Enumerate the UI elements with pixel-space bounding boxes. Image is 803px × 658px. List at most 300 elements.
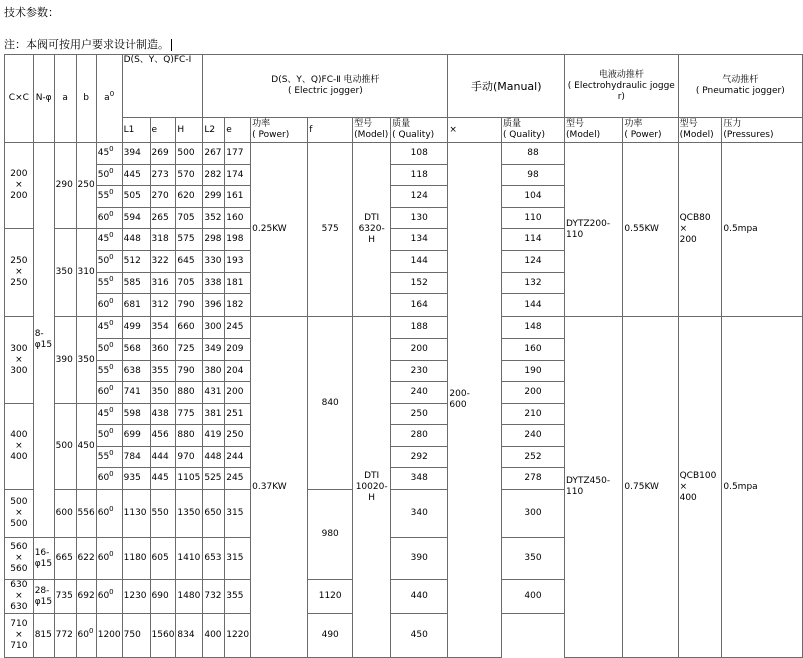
size-cell-text: 200	[10, 169, 28, 179]
b-cell: 692	[76, 580, 96, 614]
manual-quality-cell: 98	[501, 165, 564, 186]
e2-cell: 182	[225, 294, 251, 317]
e-cell: 456	[150, 425, 176, 447]
angle-cell	[96, 361, 122, 382]
H-cell: 570	[176, 165, 203, 186]
angle-cell	[96, 447, 122, 468]
e2-cell: 193	[225, 251, 251, 273]
size-cell-text: 500	[10, 497, 28, 507]
col-e2: e	[225, 118, 251, 143]
col-power-text: ( Power)	[252, 130, 290, 140]
H-cell: 705	[176, 273, 203, 294]
col-quality-text: ( Quality)	[392, 130, 435, 140]
angle-value: 60	[77, 630, 89, 640]
angle-cell	[96, 317, 122, 339]
size-cell-text: ×	[15, 267, 23, 277]
spec-table	[4, 54, 803, 658]
manual-quality-cell: 278	[501, 468, 564, 490]
model-cell-text: DTI	[364, 213, 380, 223]
e2-cell: 315	[225, 490, 251, 538]
manual-quality-cell: 210	[501, 404, 564, 425]
col-pneumatic-text: 气动推杆	[722, 75, 759, 85]
quality-cell: 152	[391, 273, 448, 294]
e2-cell: 355	[225, 580, 251, 614]
size-cell-text: ×	[15, 180, 23, 190]
pn-model-cell	[678, 143, 722, 317]
f-cell: 980	[308, 490, 353, 580]
section-title: 技术参数：	[4, 6, 59, 19]
eh-model-cell	[565, 143, 623, 317]
quality-cell: 200	[391, 339, 448, 361]
H-cell: 575	[176, 229, 203, 251]
e-cell: 312	[150, 294, 176, 317]
power-cell: 0.25KW	[251, 143, 308, 317]
e2-cell: 200	[225, 382, 251, 404]
manual-quality-cell: 200	[501, 382, 564, 404]
e-cell: 444	[150, 447, 176, 468]
quality-cell: 250	[391, 404, 448, 425]
size-cell-text: 400	[10, 430, 28, 440]
L2-cell: 653	[203, 538, 225, 580]
manual-quality-cell: 114	[501, 229, 564, 251]
L2-cell: 330	[203, 251, 225, 273]
e-cell: 269	[150, 143, 176, 165]
angle-cell	[96, 165, 122, 186]
size-cell	[5, 580, 34, 614]
size-cell	[5, 614, 34, 658]
angle-value: 55	[97, 365, 110, 376]
manual-x-cell-text: 200-	[449, 389, 470, 399]
header-row-1	[5, 55, 803, 118]
H-cell: 1480	[176, 580, 203, 614]
L2-cell: 431	[203, 382, 225, 404]
pn-model-cell-text: ×	[679, 224, 688, 234]
angle-cell	[96, 404, 122, 425]
angle-value: 50	[97, 169, 110, 180]
e2-cell: 160	[225, 208, 251, 229]
L1-cell: 681	[122, 294, 150, 317]
eh-model-cell-text: 110	[566, 487, 584, 497]
angle-cell	[96, 538, 122, 580]
e-cell: 350	[150, 382, 176, 404]
power-cell: 0.37KW	[251, 317, 308, 658]
col-manual-quality	[501, 118, 564, 143]
col-eh-power-text: 功率	[624, 119, 643, 129]
manual-quality-cell: 240	[501, 425, 564, 447]
a-cell: 665	[54, 538, 76, 580]
degree-sign: 0	[109, 384, 114, 392]
col-eh-power	[623, 118, 678, 143]
size-cell-text: ×	[15, 553, 23, 563]
n-cell-text: 16-	[34, 547, 50, 558]
n-cell-text: 8-	[34, 329, 44, 339]
L2-cell: 732	[203, 580, 225, 614]
degree-sign: 0	[109, 505, 114, 513]
angle-value: 60	[97, 553, 110, 563]
L1-cell: 394	[122, 143, 150, 165]
col-eh-model-text: (Model)	[566, 130, 601, 140]
n-cell	[33, 580, 54, 614]
e-cell: 355	[150, 361, 176, 382]
col-e1: e	[150, 118, 176, 143]
L1-cell: 594	[122, 208, 150, 229]
angle-cell	[96, 143, 122, 165]
size-cell	[5, 404, 34, 490]
eh-model-cell	[565, 317, 623, 658]
n-cell-text: φ15	[34, 340, 53, 350]
pn-model-cell-text: QCB80	[679, 213, 711, 223]
eh-power-cell: 0.55KW	[623, 143, 678, 317]
degree-sign: 0	[109, 90, 115, 98]
degree-sign: 0	[109, 274, 114, 283]
angle-cell	[96, 208, 122, 229]
col-pn-pressure	[722, 118, 803, 143]
quality-cell: 130	[391, 208, 448, 229]
col-electrohydraulic	[565, 55, 679, 118]
e2-cell: 174	[225, 165, 251, 186]
col-model	[353, 118, 391, 143]
col-quality	[391, 118, 448, 143]
e-cell: 445	[150, 468, 176, 490]
L2-cell: 381	[203, 404, 225, 425]
a-cell: 815	[33, 614, 54, 658]
col-L1: L1	[122, 118, 150, 143]
degree-sign: 0	[109, 319, 114, 327]
pn-model-cell-text: 200	[679, 235, 697, 245]
L1-cell: 1130	[122, 490, 150, 538]
angle-cell	[96, 186, 122, 208]
angle-value: 60	[97, 387, 110, 397]
size-cell-text: ×	[15, 441, 23, 451]
H-cell: 1410	[176, 538, 203, 580]
col-manual-quality-text: ( Quality)	[502, 130, 545, 140]
angle-value: 50	[97, 430, 110, 440]
degree-sign: 0	[109, 405, 114, 414]
quality-cell: 240	[391, 382, 448, 404]
angle-cell	[96, 339, 122, 361]
degree-sign: 0	[109, 188, 114, 196]
text-cursor	[171, 39, 172, 51]
degree-sign: 0	[109, 209, 114, 218]
L1-cell: 935	[122, 468, 150, 490]
col-electrohydraulic-text: 电液动推杆	[598, 69, 644, 80]
size-cell	[5, 538, 34, 580]
H-cell: 880	[176, 382, 203, 404]
col-eh-model-text: 型号	[566, 119, 585, 129]
b-cell: 556	[76, 490, 96, 538]
e2-cell: 250	[225, 425, 251, 447]
col-fc2	[203, 55, 448, 118]
angle-cell	[76, 614, 96, 658]
col-eh-power-text: ( Power)	[624, 130, 662, 140]
L2-cell: 338	[203, 273, 225, 294]
e2-cell: 204	[225, 361, 251, 382]
pn-pressure-cell: 0.5mpa	[722, 143, 803, 317]
col-manual-quality-text: 质量	[502, 119, 521, 129]
e-cell: 360	[150, 339, 176, 361]
e-cell: 265	[150, 208, 176, 229]
L1-cell: 448	[122, 229, 150, 251]
e2-cell: 244	[225, 447, 251, 468]
L2-cell: 525	[203, 468, 225, 490]
quality-cell: 230	[391, 361, 448, 382]
H-cell: 970	[176, 447, 203, 468]
H-cell: 725	[176, 339, 203, 361]
e2-cell: 245	[225, 468, 251, 490]
f-cell: 1120	[308, 580, 353, 614]
H-cell: 645	[176, 251, 203, 273]
col-H: H	[176, 118, 203, 143]
e-cell: 318	[150, 229, 176, 251]
a-cell: 290	[54, 143, 76, 229]
size-cell-text: 630	[10, 602, 28, 612]
manual-quality-cell: 144	[501, 294, 564, 317]
manual-quality-cell: 450	[391, 614, 448, 658]
H-cell: 1105	[176, 468, 203, 490]
size-cell-text: 300	[10, 343, 28, 354]
H-cell: 880	[176, 425, 203, 447]
size-cell	[5, 143, 34, 229]
angle-cell	[96, 490, 122, 538]
size-cell	[5, 490, 34, 538]
eh-model-cell-text: DYTZ200-	[566, 218, 611, 229]
e2-cell: 181	[225, 273, 251, 294]
H-cell: 790	[176, 361, 203, 382]
f-cell: 840	[308, 317, 353, 490]
manual-quality-cell: 124	[501, 251, 564, 273]
size-cell-text: 250	[10, 278, 28, 288]
L2-cell: 282	[203, 165, 225, 186]
e2-cell: 400	[203, 614, 225, 658]
L1-cell: 505	[122, 186, 150, 208]
degree-sign: 0	[109, 145, 114, 153]
a-cell: 500	[54, 404, 76, 490]
pn-model-cell-text: QCB100	[679, 470, 717, 481]
col-angle	[96, 55, 122, 143]
L2-cell: 349	[203, 339, 225, 361]
angle-value: 55	[97, 451, 110, 462]
angle-value: 55	[97, 277, 110, 288]
angle-value: 50	[97, 344, 110, 354]
col-fc2-text: D(S、Y、Q)FC-Ⅱ 电动推杆	[271, 75, 380, 85]
manual-quality-cell: 148	[501, 317, 564, 339]
degree-sign: 0	[109, 448, 114, 457]
col-pn-model	[678, 118, 722, 143]
b-cell: 350	[76, 317, 96, 404]
L1-cell: 499	[122, 317, 150, 339]
col-model-text: 型号	[354, 119, 373, 129]
angle-cell	[96, 229, 122, 251]
size-cell-text: 500	[10, 519, 28, 529]
degree-sign: 0	[109, 427, 114, 435]
angle-value: 60	[97, 299, 110, 310]
model-cell-text: 6320-	[358, 224, 385, 234]
quality-cell: 292	[391, 447, 448, 468]
manual-x-cell-text: 600	[449, 400, 467, 410]
note-text	[4, 36, 172, 52]
col-eh-model	[565, 118, 623, 143]
L2-cell: 448	[203, 447, 225, 468]
angle-cell	[96, 425, 122, 447]
size-cell	[5, 317, 34, 404]
n-cell	[33, 538, 54, 580]
model-cell	[353, 317, 391, 658]
e2-cell: 198	[225, 229, 251, 251]
L1-cell: 512	[122, 251, 150, 273]
col-quality-text: 质量	[392, 119, 411, 129]
col-cc: C×C	[5, 55, 34, 143]
model-cell-text: 10020-	[355, 481, 388, 492]
angle-cell	[96, 294, 122, 317]
e-cell: 605	[150, 538, 176, 580]
a-cell: 600	[54, 490, 76, 538]
b-cell: 772	[54, 614, 76, 658]
col-pneumatic-text: ( Pneumatic jogger)	[695, 86, 785, 96]
L1-cell: 784	[122, 447, 150, 468]
degree-sign: 0	[109, 296, 114, 305]
n-cell-text: 28-	[34, 585, 50, 596]
e-cell: 322	[150, 251, 176, 273]
L1-cell: 598	[122, 404, 150, 425]
quality-cell: 280	[391, 425, 448, 447]
quality-cell: 164	[391, 294, 448, 317]
col-pneumatic	[678, 55, 802, 118]
pn-model-cell	[678, 317, 722, 658]
angle-value: 50	[97, 256, 110, 266]
angle-cell	[96, 468, 122, 490]
quality-cell: 118	[391, 165, 448, 186]
angle-value: 60	[97, 508, 110, 518]
L1-cell: 741	[122, 382, 150, 404]
degree-sign: 0	[109, 550, 114, 558]
manual-quality-cell: 160	[501, 339, 564, 361]
L2-cell: 419	[203, 425, 225, 447]
degree-sign: 0	[109, 231, 114, 239]
f-cell: 1220	[225, 614, 251, 658]
col-pn-model-text: (Model)	[679, 130, 714, 140]
angle-cell	[96, 580, 122, 614]
L1-cell: 585	[122, 273, 150, 294]
col-model-text: (Model)	[354, 130, 389, 140]
quality-cell: 134	[391, 229, 448, 251]
manual-quality-cell: 252	[501, 447, 564, 468]
H-cell: 1350	[176, 490, 203, 538]
H-cell: 620	[176, 186, 203, 208]
e2-cell: 177	[225, 143, 251, 165]
manual-quality-cell: 88	[501, 143, 564, 165]
angle-value: 45	[97, 408, 110, 419]
manual-quality-cell: 300	[501, 490, 564, 538]
quality-cell: 390	[391, 538, 448, 580]
col-power-text: 功率	[252, 119, 271, 129]
quality-cell: 144	[391, 251, 448, 273]
L2-cell: 834	[176, 614, 203, 658]
H-cell: 705	[176, 208, 203, 229]
col-electrohydraulic-text: ( Electrohydraulic jogger)	[567, 80, 675, 102]
size-cell-text: 560	[10, 542, 28, 552]
pn-model-cell-text: 400	[679, 492, 697, 503]
f-cell: 575	[308, 143, 353, 317]
size-cell-text: 300	[10, 365, 28, 376]
table-row	[5, 143, 803, 165]
eh-model-cell-text: DYTZ450-	[566, 476, 611, 486]
e-cell: 316	[150, 273, 176, 294]
degree-sign: 0	[109, 588, 114, 596]
angle-value: 45	[97, 148, 110, 158]
model-cell-text: H	[368, 235, 376, 245]
angle-cell	[96, 273, 122, 294]
col-x: ×	[448, 118, 502, 143]
a-cell: 390	[54, 317, 76, 404]
b-cell: 450	[76, 404, 96, 490]
n-cell-text: φ15	[34, 596, 53, 607]
size-cell-text: 630	[10, 580, 28, 590]
manual-quality-cell: 190	[501, 361, 564, 382]
L1-cell: 1230	[122, 580, 150, 614]
angle-value: 60	[97, 212, 110, 223]
H-cell: 500	[176, 143, 203, 165]
quality-cell: 340	[391, 490, 448, 538]
angle-value: 45	[97, 322, 110, 332]
e-cell: 690	[150, 580, 176, 614]
manual-quality-cell: 132	[501, 273, 564, 294]
e-cell: 270	[150, 186, 176, 208]
size-cell-text: 560	[10, 564, 28, 574]
quality-cell: 348	[391, 468, 448, 490]
n-cell-text: φ15	[34, 558, 53, 569]
size-cell-text: 400	[10, 452, 28, 462]
model-cell	[353, 143, 391, 317]
H-cell: 790	[176, 294, 203, 317]
L2-cell: 300	[203, 317, 225, 339]
col-a: a	[54, 55, 76, 143]
col-manual: 手动(Manual)	[448, 55, 565, 118]
L2-cell: 352	[203, 208, 225, 229]
quality-cell: 108	[391, 143, 448, 165]
L1-cell: 568	[122, 339, 150, 361]
L1-cell: 1200	[96, 614, 122, 658]
quality-cell: 188	[391, 317, 448, 339]
quality-cell: 490	[308, 614, 353, 658]
angle-label: a	[104, 93, 110, 103]
angle-cell	[96, 382, 122, 404]
b-cell: 310	[76, 229, 96, 317]
H-cell: 660	[176, 317, 203, 339]
eh-power-cell: 0.75KW	[623, 317, 678, 658]
L2-cell: 267	[203, 143, 225, 165]
model-cell-text: H	[368, 492, 376, 503]
angle-value: 55	[97, 191, 110, 201]
degree-sign: 0	[88, 627, 94, 635]
a-cell: 735	[54, 580, 76, 614]
degree-sign: 0	[109, 470, 114, 478]
e-cell: 354	[150, 317, 176, 339]
spec-table-body	[5, 55, 803, 658]
angle-value: 60	[97, 473, 110, 483]
col-power	[251, 118, 308, 143]
quality-cell: 440	[391, 580, 448, 614]
eh-model-cell-text: 110	[566, 229, 584, 240]
col-n: N-φ	[33, 55, 54, 143]
manual-quality-cell: 400	[501, 580, 564, 614]
col-f: f	[308, 118, 353, 143]
e-cell: 438	[150, 404, 176, 425]
b-cell: 250	[76, 143, 96, 229]
col-pn-pressure-text: (Pressures)	[723, 130, 774, 140]
size-cell-text: ×	[15, 630, 23, 640]
degree-sign: 0	[109, 253, 114, 261]
H-cell: 1560	[150, 614, 176, 658]
